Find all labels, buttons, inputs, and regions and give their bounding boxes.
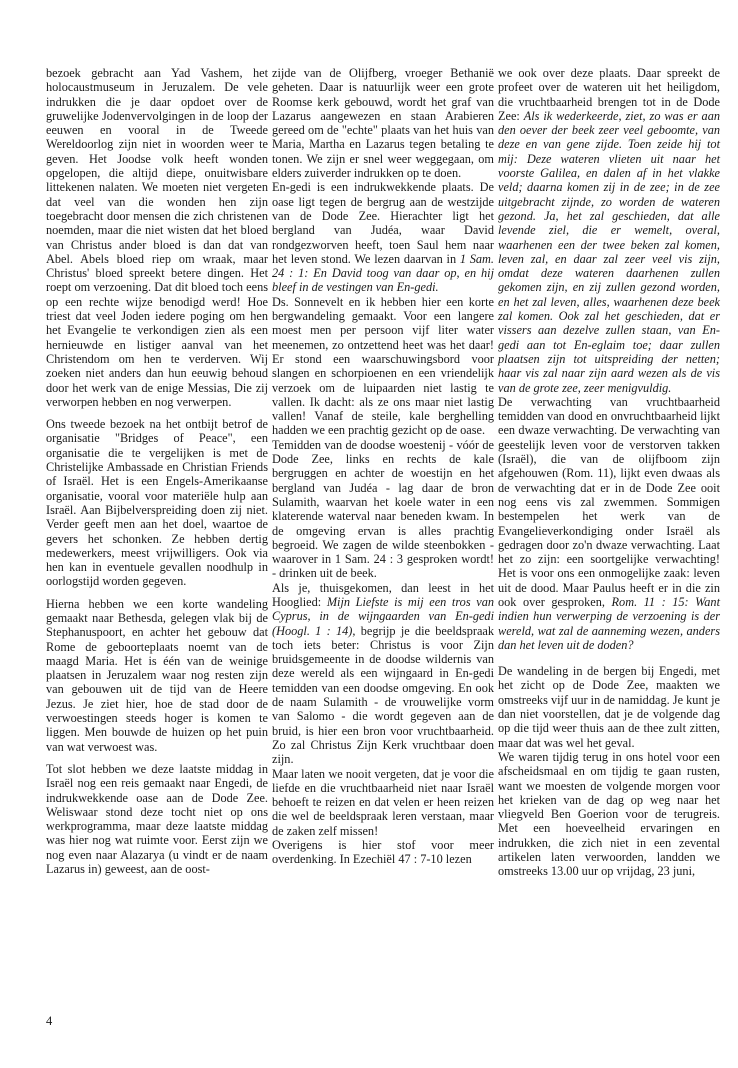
paragraph-overdenking: Overigens is hier stof voor meer overdenking. In Ezechiël 47 : 7-10 lezen (272, 838, 494, 867)
text-column-right (498, 66, 720, 879)
verwachting-text: De verwachting van vruchtbaarheid temidden van dood en onvruchtbaarheid lijkt een dwaze verwachting. De verwachting van geestelijk leven voor de verstorven takken (Israël), die van de olijfboom zijn afgehouwen (Rom. 11), lijkt even dwaas als de verwachting dat er in de Dode Zee ooit nog eens vis zal zwemmen. Sommigen bestempelen het werk van de Evangelieverkondiging onder Israël als gedragen door zo'n dwaze verwachting. Laat het zo zijn: een soortgelijke verwachting! Het is voor ons een onmogelijke zaak: leven uit de dood. Maar Paulus heeft er in die zin ook over gesproken, (498, 394, 720, 609)
ezechiel-intro: we ook over deze plaats. Daar spreekt de profeet over de wateren uit het heiligdom, die vruchtbaarheid brengen tot in de Dode Zee: (498, 66, 720, 123)
hooglied-rest: begrijp je die beeldspraak toch iets beter: Christus is voor Zijn bruidsgemeente in de doodse wildernis van deze wereld als een wijngaard in En-gedi temidden van een doodse omgeving. En ook de naam Sulamith - de vrouwelijke vorm van Salomo - die wordt gegeven aan de bruid, is hier een bron voor vruchtbaarheid. Zo zal Christus Zijn Kerk vruchtbaar doen zijn. (272, 623, 495, 767)
bible-quote-romeinen: Rom. 11 : 15: Want indien hun verwerping de verzoening is der wereld, wat zal de aanneming wezen, anders dan het leven uit de doden? (498, 594, 720, 652)
paragraph-en-gedi (272, 180, 494, 294)
paragraph-bridges-of-peace: Ons tweede bezoek na het ontbijt betrof de organisatie "Bridges of Peace", een organisatie die te vergelijken is met de Christelijke Ambassade en Christian Friends of Israël. Het is een Engels-Amerikaanse organisatie, vooral voor materiële hulp aan Israël. Aan Bijbelverspreiding doen zij niet. Verder geeft men aan het doel, waartoe de gevers het schonken. Ze hebben dertig medewerkers, meest vrijwilligers. Ook via hen kan in eventuele gevallen noodhulp in oorlogstijd worden gegeven. (46, 417, 268, 589)
paragraph-woestenij: Temidden van de doodse woestenij - vóór de Dode Zee, links en rechts de kale bergruggen en achter de woestijn en het bergland van Judéa - lag daar de bron Sulamith, waarvan het koele water in een klaterende waterval naar beneden kwam. In de omgeving ervan is alles prachtig begroeid. We zagen de wilde steenbokken - waarover in 1 Sam. 24 : 3 gesproken wordt! - drinken uit de beek. (272, 437, 494, 581)
page-number: 4 (46, 1014, 53, 1028)
paragraph-bethesda: Hierna hebben we een korte wandeling gemaakt naar Bethesda, gelegen vlak bij de Stephanuspoort, en achter het gebouw dat Rome de geboorteplaats noemt van de maagd Maria. Het is één van de weinige plaatsen in Jeruzalem waar nog resten zijn van gebouwen uit de tijd van de Heere Jezus. Je ziet hier, hoe de stad door de verwoestingen steeds hoger is komen te liggen. Men bouwde de huizen op het puin van wat verwoest was. (46, 596, 268, 754)
paragraph-olijfberg: zijde van de Olijfberg, vroeger Bethanië geheten. Daar is natuurlijk weer een grote Roomse kerk gebouwd, wordt het graf van Lazarus aangewezen en staan Arabieren gereed om de "echte" plaats van het huis van Maria, Martha en Lazarus tegen betaling te tonen. We zijn er snel weer weggegaan, om elders zuiverder indrukken op te doen. (272, 66, 494, 181)
bible-quote-1-sam: 1 Sam. 24 : 1: En David toog van daar op, en hij bleef in de vestingen van En-gedi. (272, 251, 495, 295)
text-column-left (46, 66, 268, 884)
hooglied-intro: Als je, thuisgekomen, dan leest in het Hooglied: (272, 580, 494, 609)
paragraph-wandeling: De wandeling in de bergen bij Engedi, met het zicht op de Dode Zee, maakten we omstreeks vijf uur in de namiddag. Je kunt je dan niet voorstellen, dat je de volgende dag op die tijd weer thuis aan de thee zult zitten, maar dat was wel het geval. (498, 664, 720, 750)
paragraph-engedi-trip: Tot slot hebben we deze laatste middag in Israël nog een reis gemaakt naar Engedi, de indrukwekkende oase aan de Dode Zee. Weliswaar stond deze tocht niet op ons werkprogramma, maar deze laatste middag was hier nog wat ruimte voor. Eerst zijn we nog even naar Alazarya (u vindt er de naam Lazarus in) geweest, aan de oost- (46, 761, 268, 877)
paragraph-verwachting (498, 395, 720, 652)
paragraph-yad-vashem: bezoek gebracht aan Yad Vashem, het holocaustmuseum in Jeruzalem. De vele indrukken die je daar opdoet over de gruwelijke Jodenvervolgingen in de loop der eeuwen en vooral in de Tweede Wereldoorlog zijn niet in woorden weer te geven. Het Joodse volk heeft wonden opgelopen, die altijd diepe, onuitwisbare littekenen nalaten. We moeten niet vergeten dat veel van die wonden hen zijn toegebracht door mensen die zich christenen noemden, maar die niet wisten dat het bloed van Christus ander bloed is dan dat van Abel. Abels bloed riep om wraak, maar Christus' bloed spreekt betere dingen. Het roept om verzoening. Dat dit bloed toch eens op een rechte wijze benodigd werd! Hoe triest dat veel Joden iedere poging om hen het Evangelie te verkondigen zien als een hernieuwde en listiger aanval van het Christendom om hen te verderven. Wij zoeken niet anders dan hun eeuwig behoud door het werk van de enige Messias, Die zij verworpen hebben en nog verwerpen. (46, 66, 268, 409)
paragraph-terugreis: We waren tijdig terug in ons hotel voor een afscheidsmaal en om tijdig te gaan rusten, want we moesten de volgende morgen voor het krieken van de dag op weg naar het vliegveld Ben Goerion voor de terugreis. Met een hoeveelheid ervaringen en indrukken, die zich niet in een zevental artikelen laten verwoorden, landden we omstreeks 13.00 uur op vrijdag, 23 juni, (498, 749, 720, 879)
paragraph-ezechiel (498, 66, 720, 395)
bible-quote-ezechiel: Als ik wederkeerde, ziet, zo was er aan den oever der beek zeer veel geboomte, van deze en van gene zijde. Toen zeide hij tot mij: Deze wateren vlieten uit naar het voorste Galilea, en dalen af in het vlakke veld; daarna komen zij in de zee; in de zee uitgebracht zijnde, zo worden de wateren gezond. Ja, het zal geschieden, dat alle levende ziel, die er wemelt, overal, waarhenen een der twee beken zal komen, leven zal, en daar zal zeer veel vis zijn, omdat deze wateren daarhenen zullen gekomen zijn, en zij zullen gezond worden, en het zal leven, alles, waarhenen deze beek zal komen. Ook zal het geschieden, dat er vissers aan dezelve zullen staan, van En-gedi aan tot En-eglaim toe; daar zullen plaatsen zijn tot uitspreiding der netten; haar vis zal naar zijn aard wezen als de vis van de grote zee, zeer menigvuldig. (498, 108, 720, 395)
bible-quote-hooglied: Mijn Liefste is mij een tros van Cyprus, in de wijngaarden van En-gedi (Hoogl. 1 : 14), (272, 594, 494, 638)
paragraph-hooglied (272, 581, 494, 767)
text-column-middle (272, 66, 494, 867)
paragraph-bergwandeling: Ds. Sonnevelt en ik hebben hier een korte bergwandeling gemaakt. Voor een langere moest men per persoon vijf liter water meenemen, zo ontzettend heet was het daar! Er stond een waarschuwingsbord voor slangen en schorpioenen en een vriendelijk verzoek om de luipaarden niet lastig te vallen. Ik dacht: als ze ons maar niet lastig vallen! Vanaf de steile, kale berghelling hadden we een prachtig gezicht op de oase. (272, 294, 494, 438)
paragraph-liefde: Maar laten we nooit vergeten, dat je voor die liefde en die vruchtbaarheid niet naar Israël behoeft te reizen en dat velen er heen reizen die wel de beeldspraak leren verstaan, maar de zaken zelf missen! (272, 766, 494, 838)
en-gedi-text: En-gedi is een indrukwekkende plaats. De oase ligt tegen de bergrug aan de westzijde van de Dode Zee. Hierachter ligt het bergland van Judéa, waar David rondgezworven heeft, toen Saul hem naar het leven stond. We lezen daarvan in (272, 180, 494, 266)
